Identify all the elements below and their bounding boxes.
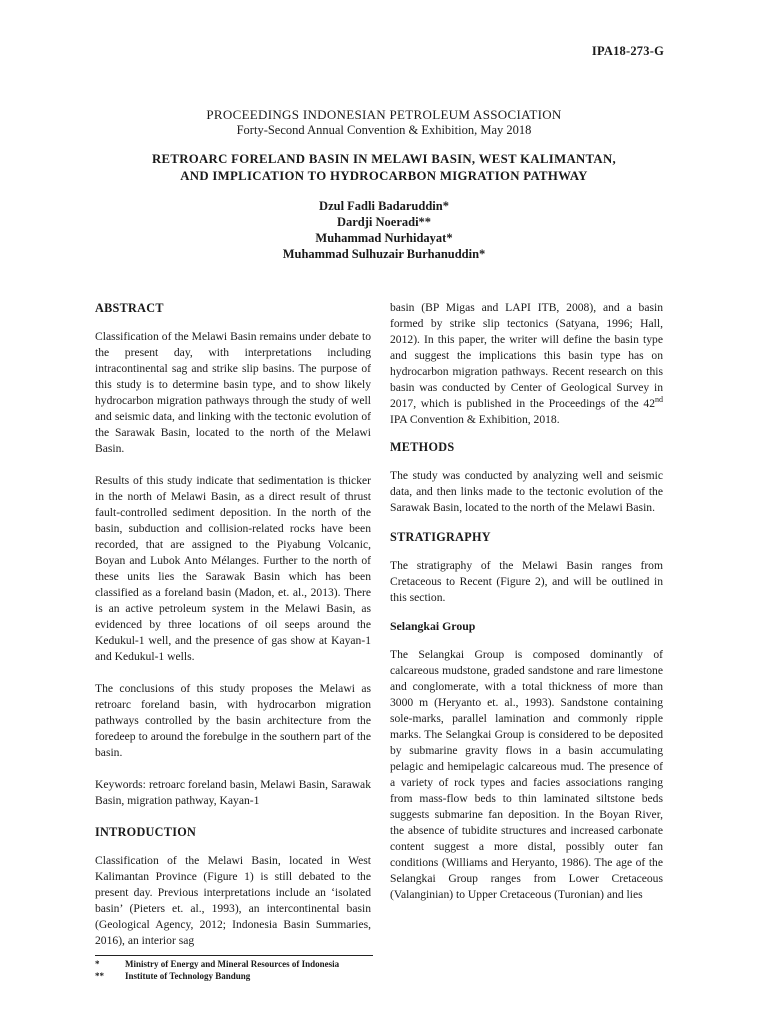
- intro-text: basin (BP Migas and LAPI ITB, 2008), and a basin formed by strike slip tectonics (Satyana, 1996; Hall, 2012). In this paper, the writer will define the basin type and suggest the implications this basin type has on hydrocarbon migration pathways. Recent research on this basin was conducted by Center of Geological Survey in 2017, which is published in the Proceedings of the 42: [390, 301, 663, 410]
- abstract-paragraph: Classification of the Melawi Basin remains under debate to the present day, with interpretations including intracontinental sag and strike slip basins. The purpose of this study is to determine basin type, and to show likely hydrocarbon migration pathways through the study of well and seismic data, and linking with the tectonic evolution of the Sarawak Basin, located to the north of the Melawi Basin.: [95, 330, 371, 455]
- introduction-paragraph-continued: [390, 300, 663, 428]
- author-name: Muhammad Sulhuzair Burhanuddin*: [282, 247, 486, 261]
- abstract-paragraph: Results of this study indicate that sedimentation is thicker in the north of Melawi Basin, as a direct result of thrust fault-controlled sediment deposition. In the north of the basin, subduction and collision-related rocks have been recorded, that are assigned to the Piyabung Volcanic, Boyan and Lubok Anto Mélanges. Further to the north of these units lies the Sarawak Basin which has been classified as a foreland basin (Madon, et. al., 2013). There is an active petroleum system in the Melawi Basin, as evidenced by three locations of oil seeps around the Kedukul-1 well, and the presence of gas show at Kayan-1 and Kedukul-1 wells.: [95, 474, 371, 663]
- footnote-divider: [95, 955, 373, 956]
- introduction-heading: INTRODUCTION: [95, 825, 197, 839]
- left-column: [95, 300, 371, 949]
- author-list: [0, 198, 768, 262]
- footnote-text: Ministry of Energy and Mineral Resources of Indonesia: [125, 959, 340, 969]
- footnote: [95, 958, 395, 970]
- ordinal-suffix: nd: [655, 395, 663, 405]
- intro-text: IPA Convention & Exhibition, 2018.: [390, 413, 560, 426]
- introduction-paragraph: Classification of the Melawi Basin, located in West Kalimantan Province (Figure 1) is still debated to the present day. Previous interpretations include an ‘isolated basin’ (Pieters et. al., 1993), an intercontinental basin (Geological Agency, 2012; Indonesia Basin Summaries, 2016), an interior sag: [95, 854, 371, 947]
- footnotes: [95, 958, 395, 982]
- footnote-mark: *: [95, 959, 100, 969]
- stratigraphy-paragraph: The stratigraphy of the Melawi Basin ranges from Cretaceous to Recent (Figure 2), and will be outlined in this section.: [390, 559, 663, 604]
- author-name: Dzul Fadli Badaruddin*: [319, 199, 449, 213]
- abstract-paragraph: The conclusions of this study proposes the Melawi as retroarc foreland basin, with hydrocarbon migration pathways controlled by the basin architecture from the foredeep to around the forebulge in the southern part of the basin.: [95, 682, 371, 759]
- author-name: Muhammad Nurhidayat*: [315, 231, 453, 245]
- footnote-mark: **: [95, 971, 104, 981]
- methods-paragraph: The study was conducted by analyzing well and seismic data, and then links made to the tectonic evolution of the Sarawak Basin, located to the north of the Melawi Basin.: [390, 469, 663, 514]
- methods-heading: METHODS: [390, 440, 455, 454]
- stratigraphy-heading: STRATIGRAPHY: [390, 530, 491, 544]
- selangkai-heading: Selangkai Group: [390, 619, 476, 633]
- keywords: Keywords: retroarc foreland basin, Melawi Basin, Sarawak Basin, migration pathway, Kayan-1: [95, 778, 371, 807]
- paper-title: [0, 151, 768, 185]
- right-column: [390, 300, 663, 903]
- abstract-heading: ABSTRACT: [95, 301, 164, 315]
- document-id: IPA18-273-G: [591, 44, 664, 58]
- convention-line: Forty-Second Annual Convention & Exhibition, May 2018: [236, 123, 532, 137]
- proceedings-title: PROCEEDINGS INDONESIAN PETROLEUM ASSOCIATION: [206, 107, 562, 122]
- author-name: Dardji Noeradi**: [336, 215, 432, 229]
- paper-title-line-1: RETROARC FORELAND BASIN IN MELAWI BASIN, WEST KALIMANTAN,: [152, 152, 616, 166]
- selangkai-paragraph: The Selangkai Group is composed dominantly of calcareous mudstone, graded sandstone and rare limestone and conglomerate, with a total thickness of more than 3000 m (Heryanto et. al., 1993). Sandstone containing sole-marks, parallel lamination and commonly ripple marks. The Selangkai Group is considered to be deposited by submarine gravity flows in a basin accumulating pelagic and hemipelagic calcareous mud. The presence of a variety of rock types and facies associations ranging from mass-flow beds to thin laminated siltstone beds suggests submarine fan deposition. In the Boyan River, the absence of tubidite structures and increased carbonate content suggest a more distal, possibly outer fan conditions (Williams and Heryanto, 1986). The age of the Selangkai Group ranges from Lower Cretaceous (Valanginian) to Upper Cretaceous (Turonian) and lies: [390, 648, 663, 901]
- footnote-text: Institute of Technology Bandung: [125, 971, 251, 981]
- paper-title-line-2: AND IMPLICATION TO HYDROCARBON MIGRATION PATHWAY: [180, 169, 588, 183]
- footnote: [95, 970, 395, 982]
